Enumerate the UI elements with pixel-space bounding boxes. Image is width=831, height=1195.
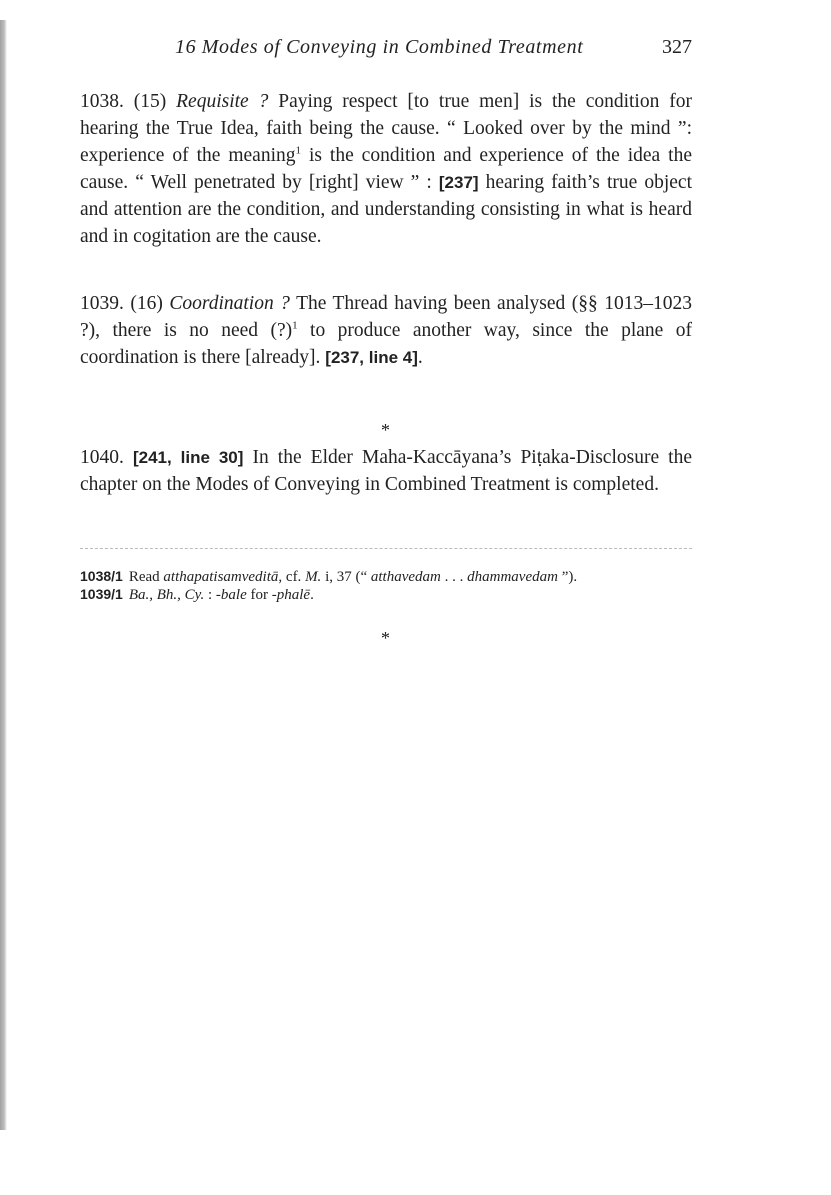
footnote-marker: 1 xyxy=(292,319,298,332)
footnote-text: Read xyxy=(128,569,164,585)
page-reference: [241, line 30] xyxy=(132,448,244,467)
page-reference: [237, line 4] xyxy=(325,348,418,367)
footnote-id: 1039/1 xyxy=(80,586,123,602)
footnote-text: for xyxy=(246,587,272,603)
section-term: Coordination ? xyxy=(169,293,290,314)
paragraph-text: is the condition and experience of the idea the cause. “ Well penetrated by [right] view ” : xyxy=(80,145,692,193)
page-edge-shadow xyxy=(0,20,7,1130)
paragraph-1040 xyxy=(80,444,692,498)
footnote-italic: dhammavedam xyxy=(467,569,558,585)
end-separator-asterisk: * xyxy=(381,628,390,648)
footnote-marker: 1 xyxy=(295,144,301,157)
paragraph-number: 1038. (15) xyxy=(80,91,167,112)
footnote-1039-1 xyxy=(80,584,692,605)
running-title: 16 Modes of Conveying in Combined Treatment xyxy=(175,36,584,58)
footnote-italic: M. xyxy=(305,569,322,585)
section-term: Requisite ? xyxy=(176,91,269,112)
paragraph-1038 xyxy=(80,88,692,250)
paragraph-text: Paying respect [to true men] is the condition for hearing the True Idea, faith being the cause. “ Looked over by the mind ”: experience of the meaning xyxy=(80,91,692,166)
footnote-id: 1038/1 xyxy=(80,568,123,584)
footnote-text: . xyxy=(310,587,314,603)
footnote-text: : xyxy=(204,587,216,603)
page-header xyxy=(80,36,694,66)
paragraph-number: 1039. (16) xyxy=(80,293,163,314)
paragraph-text: hearing faith’s true object and attention are the condition, and understanding consisting in what is heard and in cogitation are the cause. xyxy=(80,172,692,247)
paragraph-number: 1040. xyxy=(80,447,124,468)
footnote-italic: -bale xyxy=(215,587,247,603)
footnote-italic: Ba., Bh., Cy. xyxy=(128,587,205,603)
footnote-text: i, 37 (“ xyxy=(321,569,371,585)
paragraph-text: The Thread having been analysed (§§ 1013–1023 ?), there is no need (?) xyxy=(80,293,692,341)
page-reference: [237] xyxy=(438,173,479,192)
footnote-divider xyxy=(80,548,692,549)
footnote-italic: atthapatisamveditā xyxy=(163,569,279,585)
footnote-italic: atthavedam xyxy=(370,569,441,585)
paragraph-text: to produce another way, since the plane of coordination is there [already]. xyxy=(80,320,692,368)
paragraph-1039 xyxy=(80,290,692,371)
footnote-text: , cf. xyxy=(278,569,306,585)
paragraph-text: In the Elder Maha-Kaccāyana’s Piṭaka-Disclosure the chapter on the Modes of Conveying in Combined Treatment is completed. xyxy=(80,447,692,495)
footnote-italic: -phalē xyxy=(271,587,311,603)
paragraph-text: . xyxy=(417,347,423,368)
section-separator-asterisk: * xyxy=(381,420,390,440)
footnote-text: ”). xyxy=(557,569,578,585)
footnote-text: . . . xyxy=(440,569,468,585)
page-number: 327 xyxy=(662,36,692,58)
